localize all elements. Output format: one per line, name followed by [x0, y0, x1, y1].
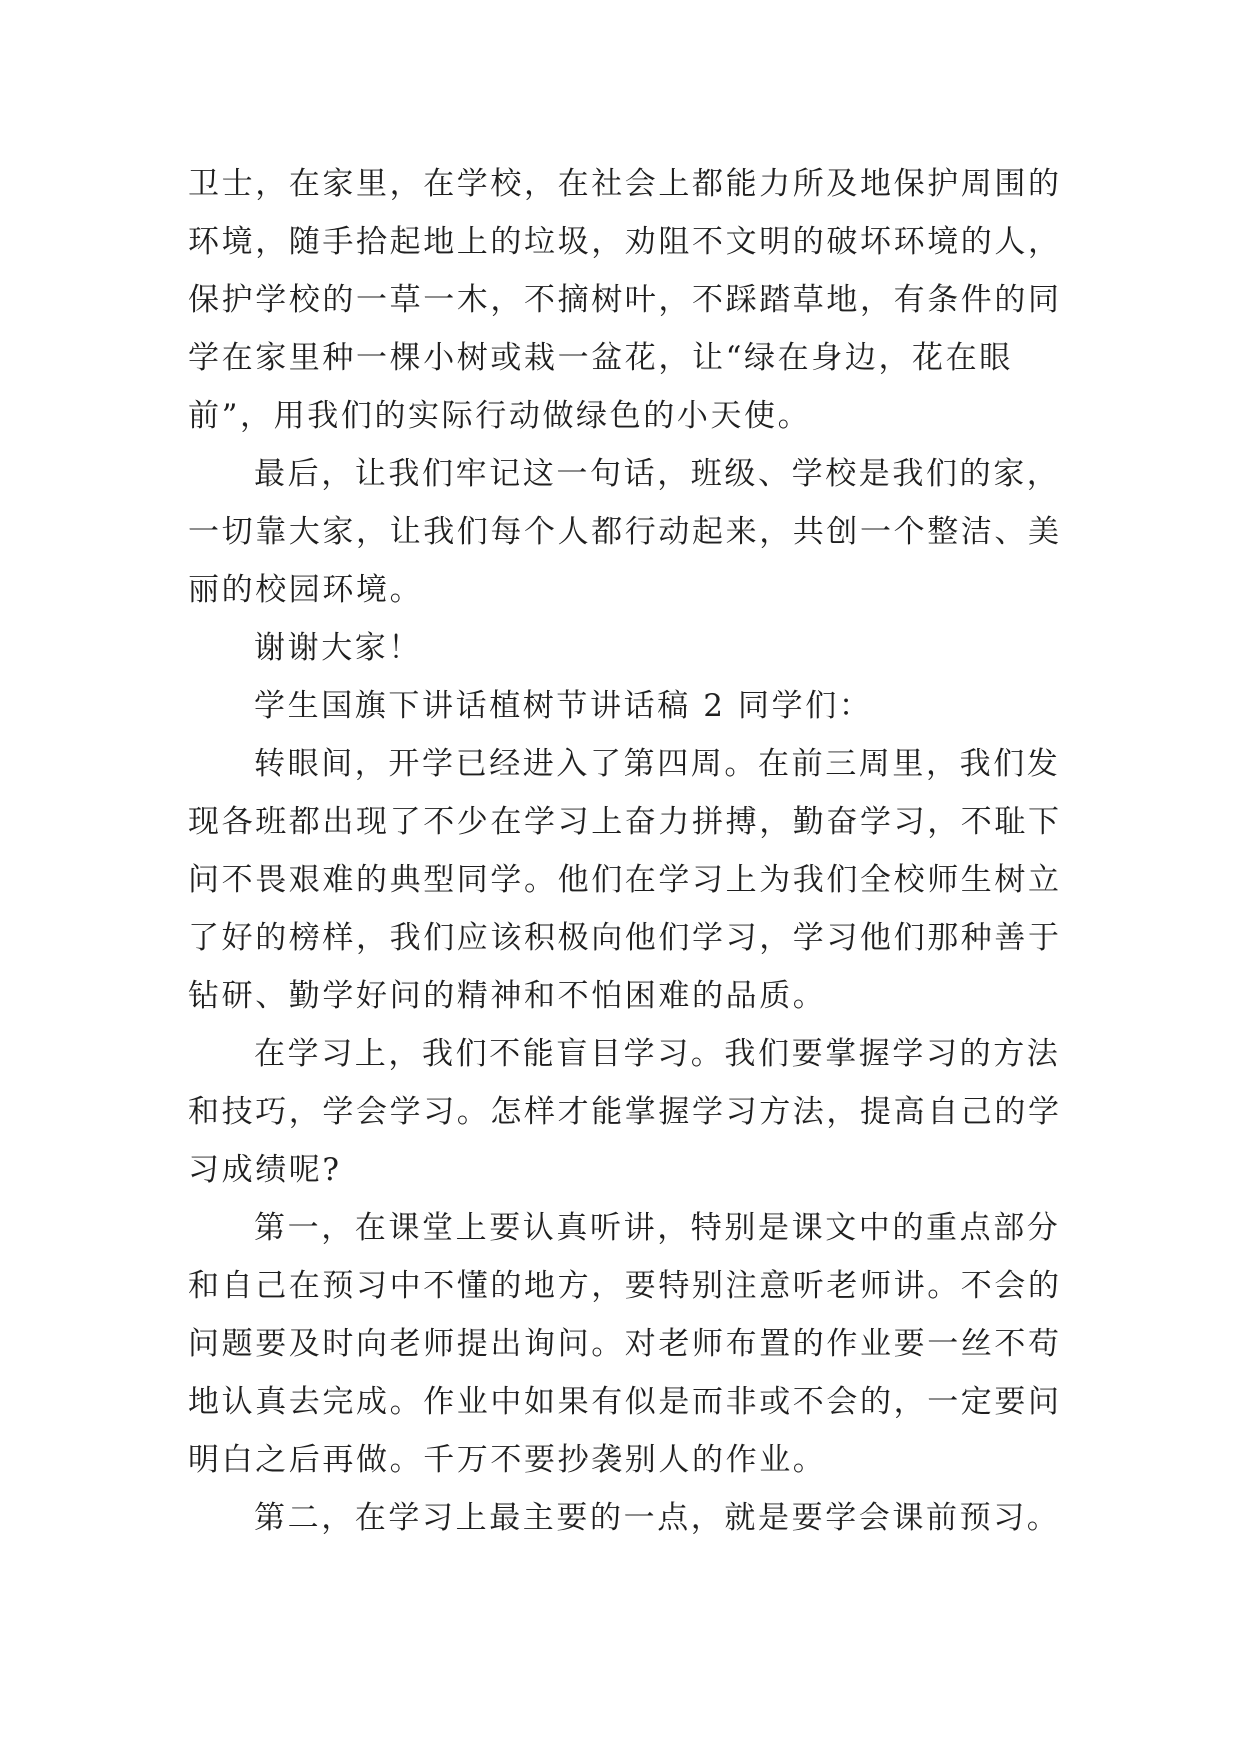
text-line: 第二，在学习上最主要的一点，就是要学会课前预习。 [254, 1500, 1061, 1536]
text-line: 转眼间，开学已经进入了第四周。在前三周里，我们发 [254, 746, 1061, 782]
text-line: 学生国旗下讲话植树节讲话稿 2 同学们： [254, 688, 873, 724]
text-line: 前”，用我们的实际行动做绿色的小天使。 [188, 398, 812, 434]
text-line: 和技巧，学会学习。怎样才能掌握学习方法，提高自己的学 [188, 1094, 1062, 1130]
text-line: 在学习上，我们不能盲目学习。我们要掌握学习的方法 [254, 1036, 1061, 1072]
text-line: 和自己在预习中不懂的地方，要特别注意听老师讲。不会的 [188, 1268, 1062, 1304]
document-body [188, 155, 1068, 1547]
text-line: 环境，随手拾起地上的垃圾，劝阻不文明的破坏环境的人， [188, 224, 1062, 260]
text-line: 问题要及时向老师提出询问。对老师布置的作业要一丝不苟 [188, 1326, 1062, 1362]
text-line: 保护学校的一草一木，不摘树叶，不踩踏草地，有条件的同 [188, 282, 1062, 318]
text-line: 了好的榜样，我们应该积极向他们学习，学习他们那种善于 [188, 920, 1062, 956]
text-line: 第一，在课堂上要认真听讲，特别是课文中的重点部分 [254, 1210, 1061, 1246]
text-line: 一切靠大家，让我们每个人都行动起来，共创一个整洁、美 [188, 514, 1062, 550]
text-line: 卫士，在家里，在学校，在社会上都能力所及地保护周围的 [188, 166, 1062, 202]
text-line: 地认真去完成。作业中如果有似是而非或不会的，一定要问 [188, 1384, 1062, 1420]
text-line: 钻研、勤学好问的精神和不怕困难的品质。 [188, 978, 827, 1014]
text-line: 明白之后再做。千万不要抄袭别人的作业。 [188, 1442, 827, 1478]
text-line: 谢谢大家！ [254, 630, 422, 666]
text-line: 习成绩呢? [188, 1152, 342, 1188]
text-line: 现各班都出现了不少在学习上奋力拼搏，勤奋学习，不耻下 [188, 804, 1062, 840]
text-line: 问不畏艰难的典型同学。他们在学习上为我们全校师生树立 [188, 862, 1062, 898]
text-line: 丽的校园环境。 [188, 572, 424, 608]
text-line: 学在家里种一棵小树或栽一盆花，让“绿在身边，花在眼 [188, 340, 1013, 376]
text-line: 最后，让我们牢记这一句话，班级、学校是我们的家， [254, 456, 1061, 492]
